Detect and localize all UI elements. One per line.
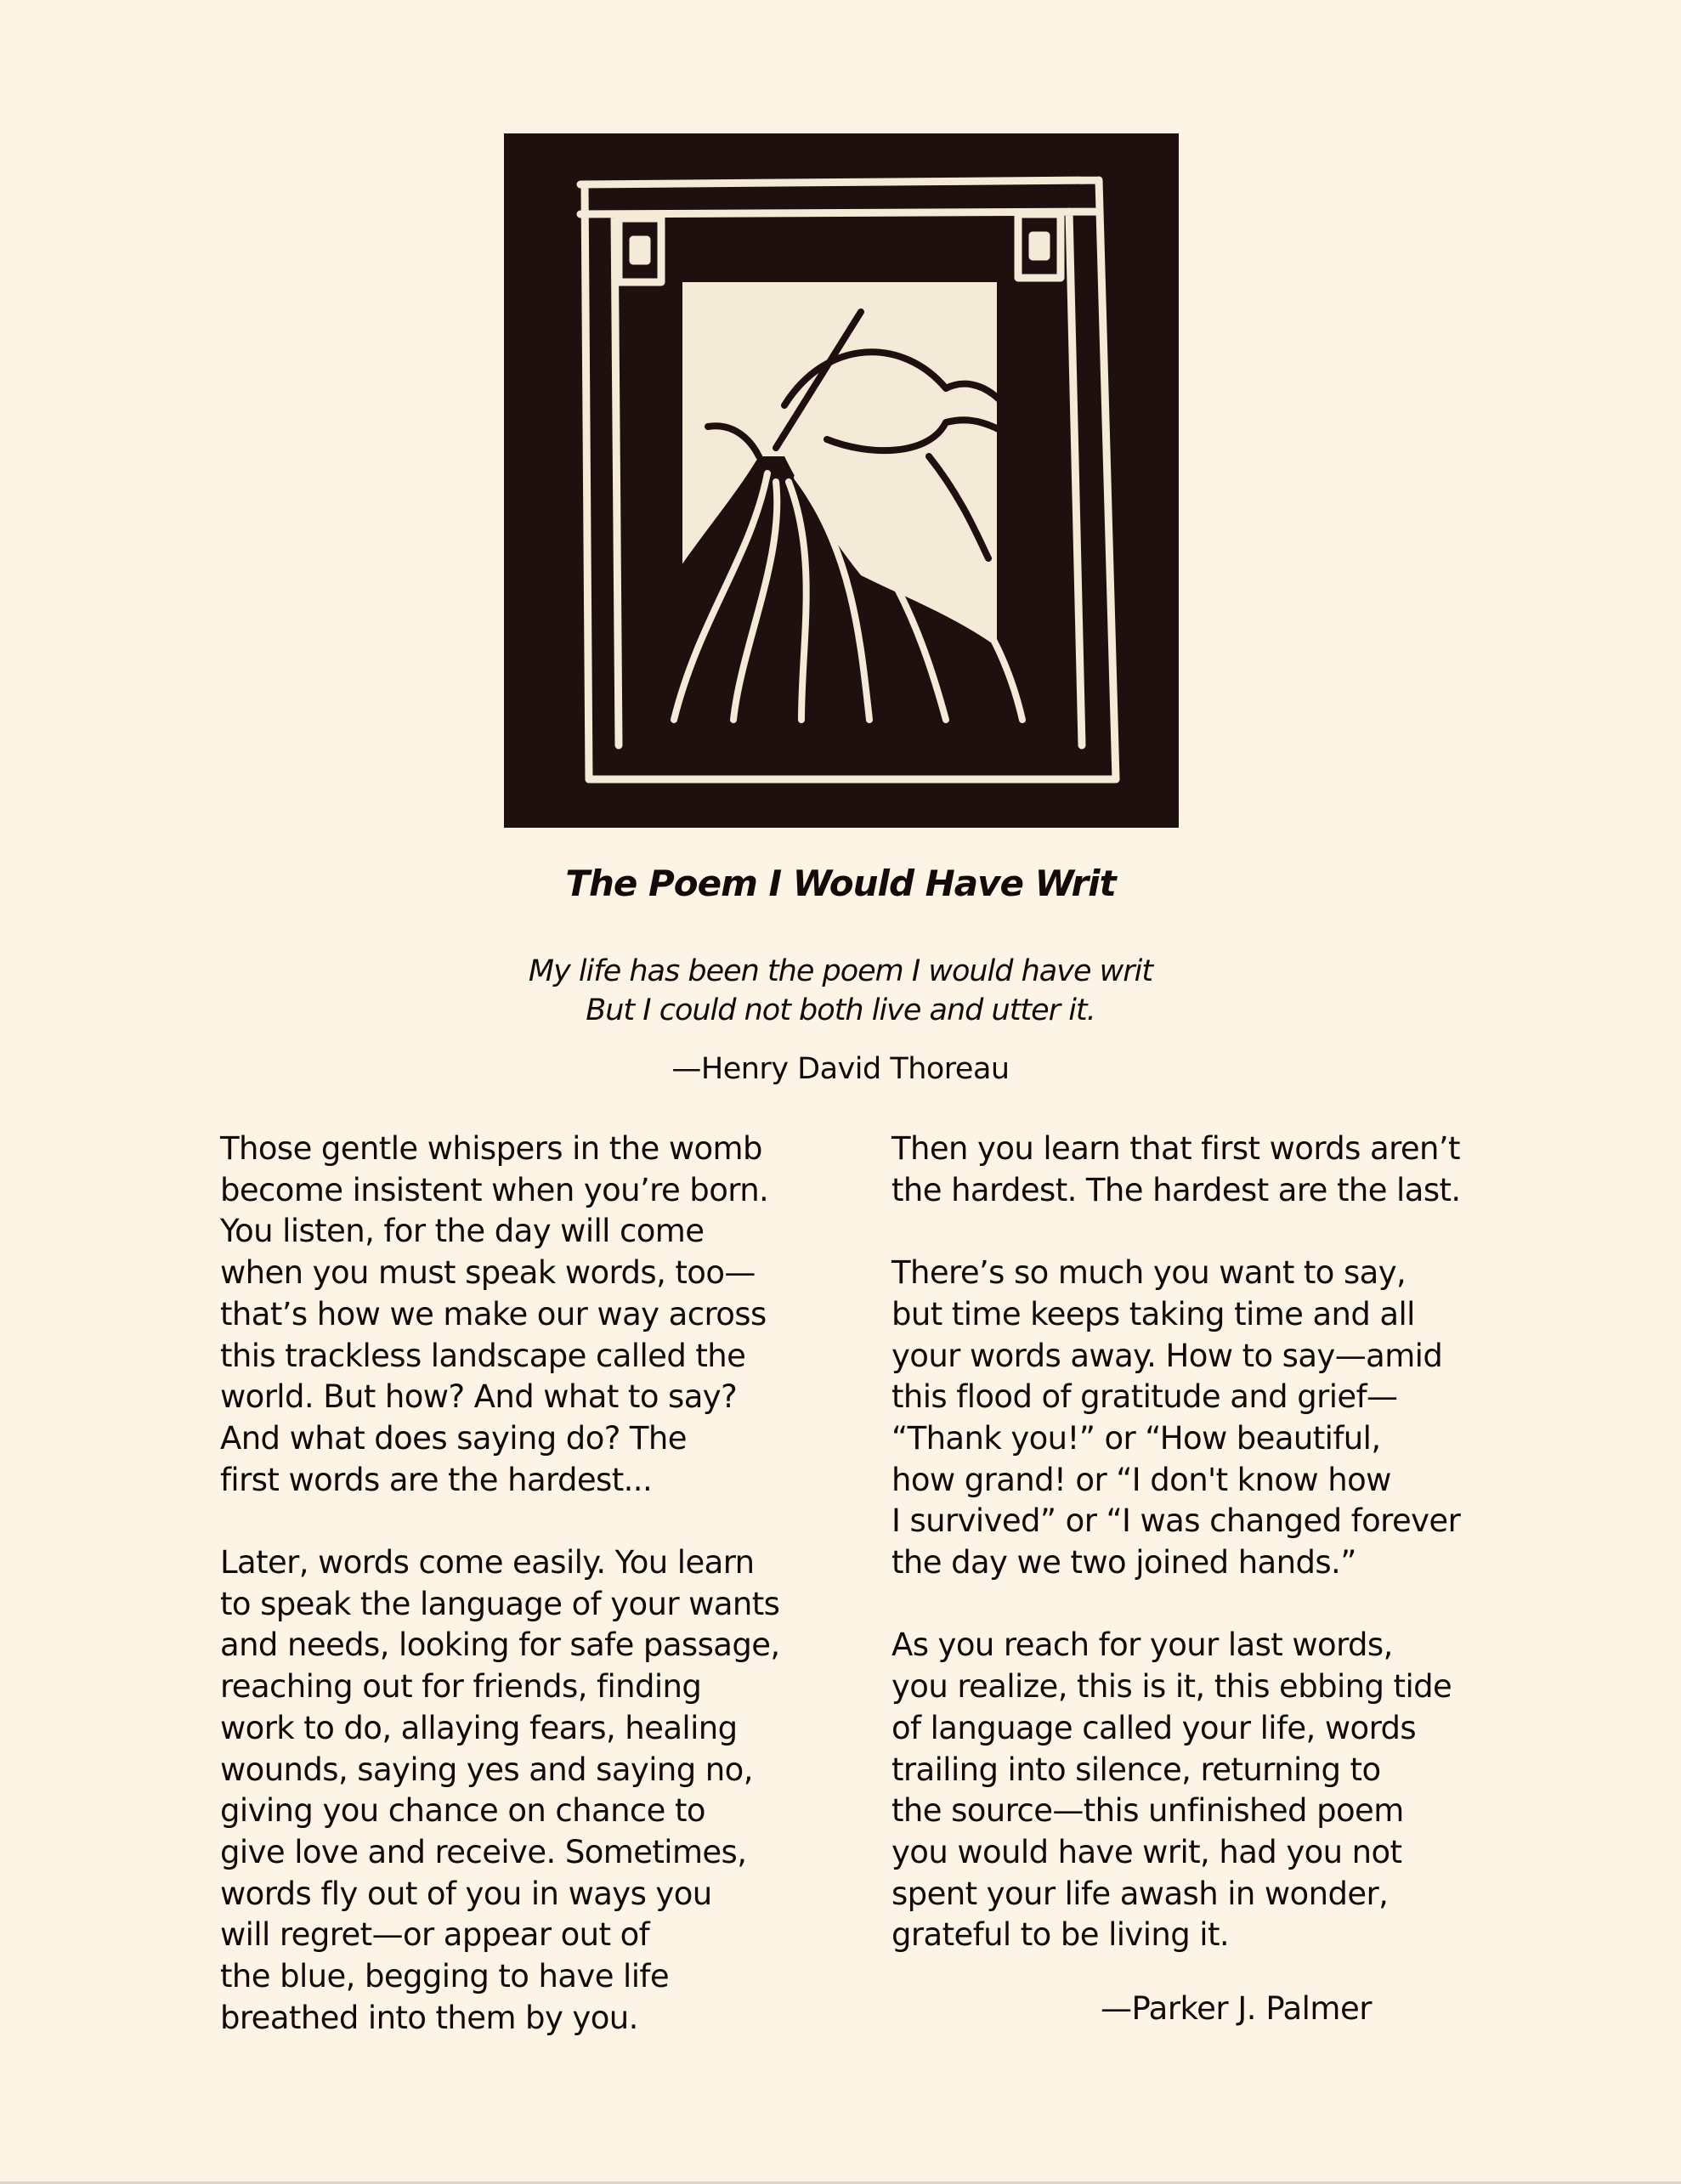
- poem-line: As you reach for your last words,: [891, 1627, 1393, 1664]
- poem-line: work to do, allaying fears, healing: [220, 1709, 738, 1746]
- poem-line: will regret—or appear out of: [220, 1916, 650, 1954]
- poem-line: you realize, this is it, this ebbing tide: [891, 1668, 1452, 1706]
- poem-line: this trackless landscape called the: [220, 1337, 746, 1374]
- epigraph-line: My life has been the poem I would have writ: [528, 954, 1153, 988]
- stanza: [891, 1129, 1461, 1211]
- poem-line: give love and receive. Sometimes,: [220, 1833, 747, 1870]
- poem-line: You listen, for the day will come: [220, 1213, 705, 1250]
- poem-line: grateful to be living it.: [891, 1916, 1230, 1954]
- stanza: [891, 1625, 1461, 1956]
- poem-line: that’s how we make our way across: [220, 1295, 767, 1332]
- poem-line: the blue, begging to have life: [220, 1958, 669, 1995]
- poem-line: trailing into silence, returning to: [891, 1751, 1381, 1788]
- poem-right-column: [891, 1129, 1461, 1956]
- poem-line: the hardest. The hardest are the last.: [891, 1171, 1461, 1208]
- poem-signature: —Parker J. Palmer: [1101, 1990, 1372, 2027]
- poem-left-column: [220, 1129, 780, 2039]
- poem-line: you would have writ, had you not: [891, 1833, 1402, 1870]
- poem-line: become insistent when you’re born.: [220, 1171, 769, 1208]
- poem-line: spent your life awash in wonder,: [891, 1875, 1389, 1912]
- poem-line: the day we two joined hands.”: [891, 1544, 1356, 1581]
- poem-line: Later, words come easily. You learn: [220, 1544, 755, 1581]
- epigraph: [0, 952, 1681, 1030]
- poem-line: words fly out of you in ways you: [220, 1875, 712, 1912]
- poem-line: reaching out for friends, finding: [220, 1668, 702, 1706]
- stanza: [891, 1253, 1461, 1584]
- poem-line: Then you learn that first words aren’t: [891, 1130, 1460, 1167]
- stanza: [220, 1129, 780, 1501]
- poem-line: wounds, saying yes and saying no,: [220, 1751, 753, 1788]
- poem-line: Those gentle whispers in the womb: [220, 1130, 762, 1167]
- poem-line: world. But how? And what to say?: [220, 1378, 738, 1416]
- poem-line: the source—this unfinished poem: [891, 1792, 1404, 1830]
- epigraph-line: But I could not both live and utter it.: [586, 993, 1095, 1027]
- poem-line: And what does saying do? The: [220, 1419, 687, 1457]
- poem-line: There’s so much you want to say,: [891, 1254, 1406, 1292]
- poem-line: your words away. How to say—amid: [891, 1337, 1443, 1374]
- epigraph-attribution: —Henry David Thoreau: [671, 1052, 1010, 1086]
- poem-line: of language called your life, words: [891, 1709, 1417, 1746]
- poem-line: how grand! or “I don't know how: [891, 1461, 1391, 1498]
- poem-line: this flood of gratitude and grief—: [891, 1378, 1398, 1416]
- poem-line: first words are the hardest...: [220, 1461, 653, 1498]
- poem-title: The Poem I Would Have Writ: [565, 863, 1116, 904]
- illustration-hand-writing-in-window: [504, 133, 1179, 828]
- poem-line: but time keeps taking time and all: [891, 1295, 1415, 1332]
- poem-line: “Thank you!” or “How beautiful,: [891, 1419, 1381, 1457]
- poem-line: giving you chance on chance to: [220, 1792, 705, 1830]
- stanza: [220, 1542, 780, 2039]
- poem-line: I survived” or “I was changed forever: [891, 1502, 1461, 1540]
- poem-line: when you must speak words, too—: [220, 1254, 756, 1292]
- poem-line: to speak the language of your wants: [220, 1585, 780, 1622]
- poem-line: breathed into them by you.: [220, 1999, 638, 2036]
- poem-line: and needs, looking for safe passage,: [220, 1627, 780, 1664]
